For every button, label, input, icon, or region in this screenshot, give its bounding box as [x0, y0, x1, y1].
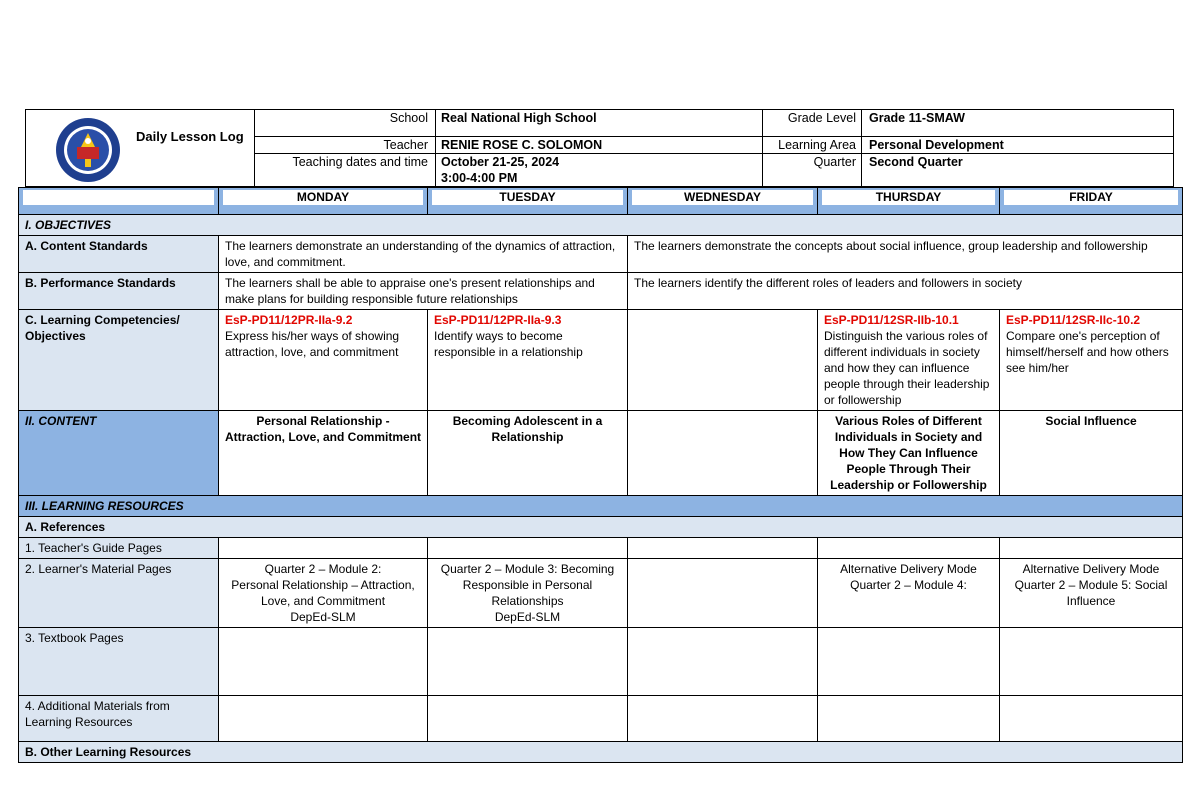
content-topic: [628, 411, 818, 496]
competency-code: EsP-PD11/12PR-IIa-9.3: [434, 313, 562, 327]
quarter-label: Quarter: [813, 155, 856, 169]
empty-cell: [219, 628, 428, 696]
competencies-row: [19, 310, 1183, 411]
header-divider: [254, 109, 255, 187]
other-resources-label: B. Other Learning Resources: [19, 742, 1183, 763]
dates-value: October 21-25, 2024: [441, 155, 560, 169]
performance-standards-row: [19, 273, 1183, 310]
empty-cell: [428, 696, 628, 742]
deped-seal-icon: [55, 117, 121, 183]
teachers-guide-row: [19, 538, 1183, 559]
day-header-tuesday: TUESDAY: [428, 188, 628, 215]
competency-text: Compare one's perception of himself/herself and how others see him/her: [1006, 329, 1169, 375]
empty-cell: [818, 538, 1000, 559]
day-header-thursday: THURSDAY: [818, 188, 1000, 215]
empty-cell: [1000, 696, 1183, 742]
performance-standards-text: The learners identify the different roles of leaders and followers in society: [628, 273, 1183, 310]
page-title: Daily Lesson Log: [136, 129, 244, 144]
teacher-label: Teacher: [383, 138, 428, 152]
competency-code: EsP-PD11/12SR-IIb-10.1: [824, 313, 959, 327]
day-header-monday: MONDAY: [219, 188, 428, 215]
empty-cell: [428, 538, 628, 559]
day-header-friday: FRIDAY: [1000, 188, 1183, 215]
resources-heading: III. LEARNING RESOURCES: [19, 496, 1183, 517]
competencies-label: C. Learning Competencies/ Objectives: [19, 310, 219, 411]
textbook-label: 3. Textbook Pages: [19, 628, 219, 696]
competency-code: EsP-PD11/12PR-IIa-9.2: [225, 313, 353, 327]
performance-standards-label: B. Performance Standards: [19, 273, 219, 310]
competency-text: Express his/her ways of showing attraction, love, and commitment: [225, 329, 400, 359]
header-divider: [254, 153, 1174, 154]
learners-material-cell: Quarter 2 – Module 3: Becoming Responsible in Personal Relationships DepEd-SLM: [428, 559, 628, 628]
content-topic: Various Roles of Different Individuals in Society and How They Can Influence People Through Their Leadership or Followership: [818, 411, 1000, 496]
learners-material-cell: Quarter 2 – Module 2: Personal Relationship – Attraction, Love, and Commitment DepEd-SLM: [219, 559, 428, 628]
area-value: Personal Development: [869, 138, 1004, 152]
content-topic: Social Influence: [1000, 411, 1183, 496]
other-resources-row: [19, 742, 1183, 763]
time-value: 3:00-4:00 PM: [441, 171, 518, 185]
header-divider: [435, 109, 436, 187]
competency-cell: [628, 310, 818, 411]
content-standards-row: [19, 236, 1183, 273]
empty-cell: [628, 696, 818, 742]
content-row: [19, 411, 1183, 496]
header-divider: [762, 109, 763, 187]
dates-label: Teaching dates and time: [292, 155, 428, 169]
empty-cell: [818, 628, 1000, 696]
learners-material-cell: Alternative Delivery Mode Quarter 2 – Module 4:: [818, 559, 1000, 628]
references-row: [19, 517, 1183, 538]
additional-materials-label: 4. Additional Materials from Learning Resources: [19, 696, 219, 742]
competency-text: Identify ways to become responsible in a relationship: [434, 329, 583, 359]
content-topic: Becoming Adolescent in a Relationship: [428, 411, 628, 496]
competency-cell: [428, 310, 628, 411]
content-standards-text: The learners demonstrate the concepts about social influence, group leadership and followership: [628, 236, 1183, 273]
content-topic: Personal Relationship - Attraction, Love, and Commitment: [219, 411, 428, 496]
lesson-log-table: [18, 187, 1183, 763]
resources-heading-row: [19, 496, 1183, 517]
empty-cell: [628, 628, 818, 696]
day-header-wednesday: WEDNESDAY: [628, 188, 818, 215]
objectives-heading-row: [19, 215, 1183, 236]
empty-cell: [628, 538, 818, 559]
content-standards-label: A. Content Standards: [19, 236, 219, 273]
learners-material-cell: [628, 559, 818, 628]
grade-value: Grade 11-SMAW: [869, 111, 965, 125]
additional-materials-row: [19, 696, 1183, 742]
empty-cell: [818, 696, 1000, 742]
performance-standards-text: The learners shall be able to appraise one's present relationships and make plans for building responsible future relationships: [219, 273, 628, 310]
competency-text: Distinguish the various roles of different individuals in society and how they can influence people through their leadership or followership: [824, 329, 990, 407]
teacher-value: RENIE ROSE C. SOLOMON: [441, 138, 603, 152]
header-divider: [861, 109, 862, 187]
empty-cell: [219, 696, 428, 742]
content-heading: II. CONTENT: [19, 411, 219, 496]
day-header-row: [19, 188, 1183, 215]
competency-cell: [219, 310, 428, 411]
objectives-heading: I. OBJECTIVES: [19, 215, 1183, 236]
competency-code: EsP-PD11/12SR-IIc-10.2: [1006, 313, 1141, 327]
teachers-guide-label: 1. Teacher's Guide Pages: [19, 538, 219, 559]
quarter-value: Second Quarter: [869, 155, 963, 169]
textbook-row: [19, 628, 1183, 696]
competency-cell: [1000, 310, 1183, 411]
references-label: A. References: [19, 517, 1183, 538]
empty-cell: [1000, 538, 1183, 559]
empty-cell: [428, 628, 628, 696]
competency-cell: [818, 310, 1000, 411]
grade-label: Grade Level: [787, 111, 856, 125]
area-label: Learning Area: [778, 138, 856, 152]
empty-cell: [219, 538, 428, 559]
school-label: School: [389, 111, 428, 125]
empty-cell: [1000, 628, 1183, 696]
school-value: Real National High School: [441, 111, 597, 125]
learners-material-label: 2. Learner's Material Pages: [19, 559, 219, 628]
content-standards-text: The learners demonstrate an understanding of the dynamics of attraction, love, and commitment.: [219, 236, 628, 273]
header-divider: [254, 136, 1174, 137]
learners-material-row: [19, 559, 1183, 628]
day-header-blank: [19, 188, 219, 215]
learners-material-cell: Alternative Delivery Mode Quarter 2 – Module 5: Social Influence: [1000, 559, 1183, 628]
